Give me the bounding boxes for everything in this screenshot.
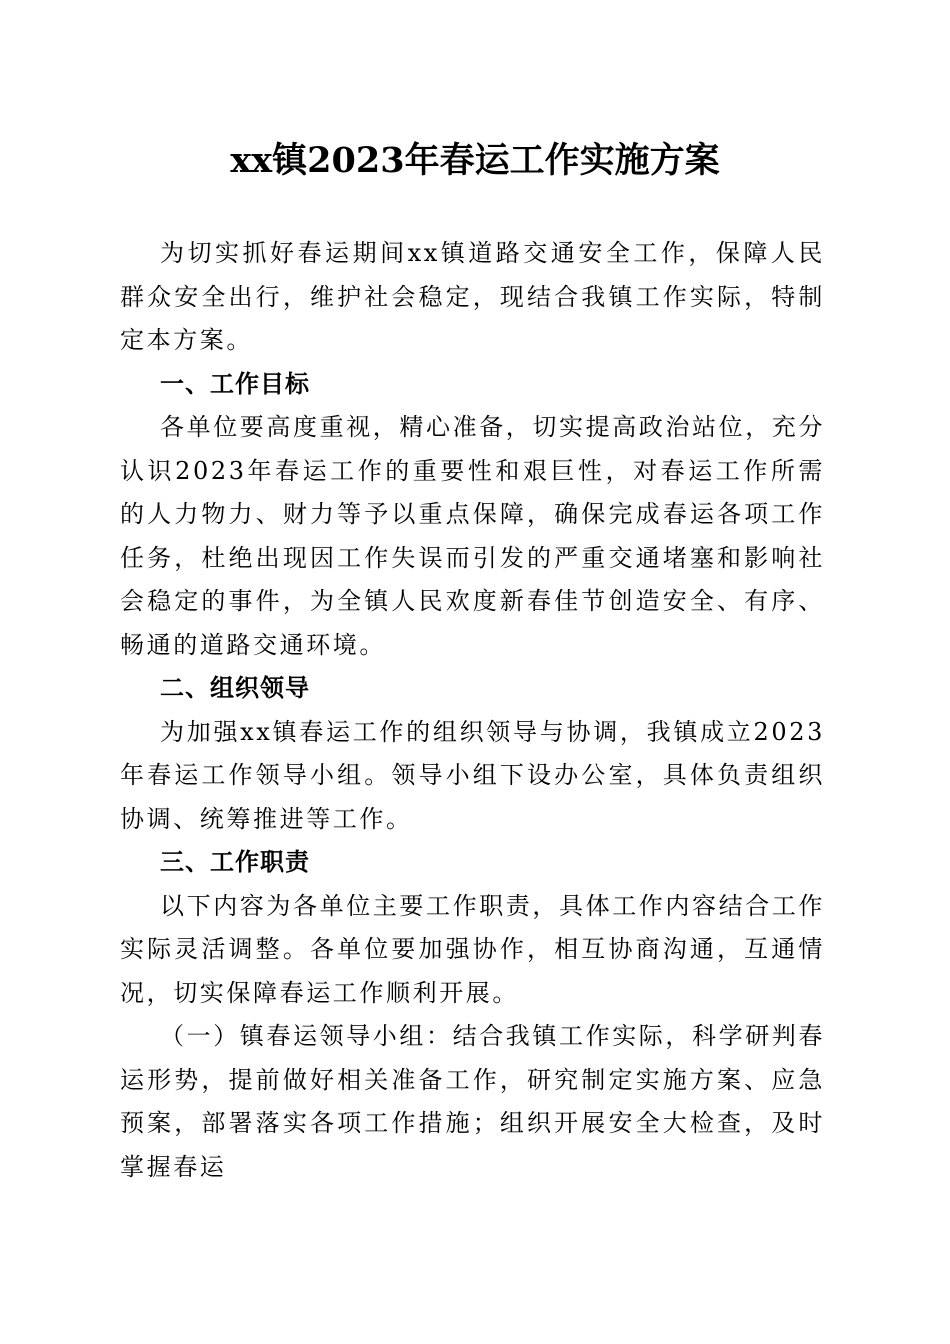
section-heading-duties: 三、工作职责 [160, 848, 310, 876]
document-body [120, 232, 825, 1189]
leadership-paragraph: 为加强xx镇春运工作的组织领导与协调，我镇成立2023年春运工作领导小组。领导小组下设办公室，具体负责组织协调、统筹推进等工作。 [120, 717, 825, 833]
duties-item-1-paragraph: （一）镇春运领导小组：结合我镇工作实际，科学研判春运形势，提前做好相关准备工作，研究制定实施方案、应急预案，部署落实各项工作措施；组织开展安全大检查，及时掌握春运 [120, 1022, 825, 1181]
section-heading-leadership: 二、组织领导 [160, 674, 310, 702]
document-title: xx镇2023年春运工作实施方案 [230, 140, 720, 181]
goals-paragraph: 各单位要高度重视，精心准备，切实提高政治站位，充分认识2023年春运工作的重要性和艰巨性，对春运工作所需的人力物力、财力等予以重点保障，确保完成春运各项工作任务，杜绝出现因工作失误而引发的严重交通堵塞和影响社会稳定的事件，为全镇人民欢度新春佳节创造安全、有序、畅通的道路交通环境。 [120, 413, 825, 659]
section-heading-goals: 一、工作目标 [160, 369, 310, 398]
duties-paragraph: 以下内容为各单位主要工作职责，具体工作内容结合工作实际灵活调整。各单位要加强协作，相互协商沟通，互通情况，切实保障春运工作顺利开展。 [120, 891, 825, 1007]
intro-paragraph: 为切实抓好春运期间xx镇道路交通安全工作，保障人民群众安全出行，维护社会稳定，现结合我镇工作实际，特制定本方案。 [120, 239, 825, 354]
